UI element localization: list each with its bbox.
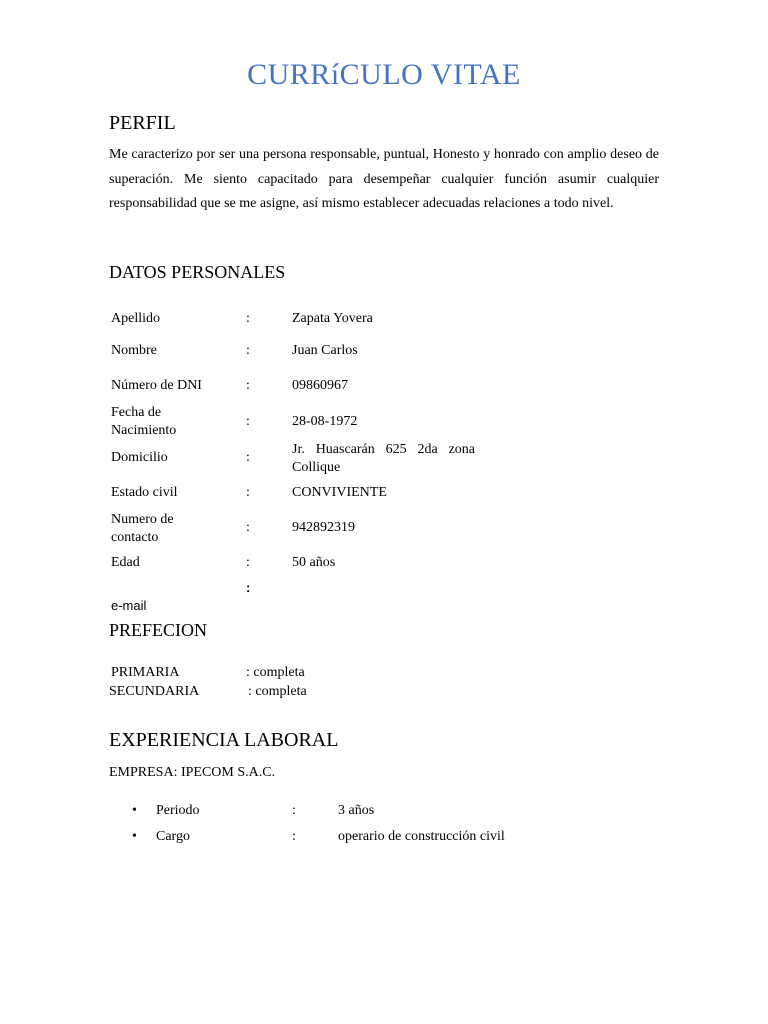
experiencia-empresa: EMPRESA: IPECOM S.A.C. <box>109 765 276 780</box>
prefecion-value-secundaria: : completa <box>248 684 307 699</box>
datos-separator: : <box>246 414 250 429</box>
datos-label-edad: Edad <box>111 555 140 570</box>
datos-separator: : <box>246 580 251 595</box>
datos-value-dni: 09860967 <box>292 378 348 393</box>
prefecion-heading: PREFECION <box>109 620 208 640</box>
datos-label-apellido: Apellido <box>111 311 160 326</box>
datos-value-domicilio: Jr. Huascarán 625 2da zona Collique <box>292 442 475 475</box>
datos-separator: : <box>246 450 250 465</box>
datos-value-nombre: Juan Carlos <box>292 343 358 358</box>
perfil-heading: PERFIL <box>109 112 176 134</box>
datos-label-dni: Número de DNI <box>111 378 202 393</box>
datos-value-estado-civil: CONVIVIENTE <box>292 485 387 500</box>
prefecion-label-primaria: PRIMARIA <box>111 665 180 680</box>
experiencia-value-periodo: 3 años <box>338 803 375 818</box>
datos-separator: : <box>246 378 250 393</box>
prefecion-value-primaria: : completa <box>246 665 305 680</box>
experiencia-heading: EXPERIENCIA LABORAL <box>109 729 339 751</box>
experiencia-value-cargo: operario de construcción civil <box>338 829 505 844</box>
datos-label-estado-civil: Estado civil <box>111 485 178 500</box>
bullet-icon: • <box>132 829 137 844</box>
experiencia-separator: : <box>292 803 296 818</box>
datos-separator: : <box>246 311 250 326</box>
experiencia-label-cargo: Cargo <box>156 829 190 844</box>
datos-value-edad: 50 años <box>292 555 336 570</box>
experiencia-label-periodo: Periodo <box>156 803 200 818</box>
datos-separator: : <box>246 343 250 358</box>
experiencia-separator: : <box>292 829 296 844</box>
bullet-icon: • <box>132 803 137 818</box>
datos-value-apellido: Zapata Yovera <box>292 311 373 326</box>
document-title: CURRíCULO VITAE <box>247 58 521 91</box>
datos-personales-heading: DATOS PERSONALES <box>109 262 286 282</box>
datos-separator: : <box>246 485 250 500</box>
prefecion-label-secundaria: SECUNDARIA <box>109 684 200 699</box>
datos-label-contacto: Numero de contacto <box>111 512 174 545</box>
datos-value-fecha-nacimiento: 28-08-1972 <box>292 414 358 429</box>
datos-label-nombre: Nombre <box>111 343 157 358</box>
datos-value-contacto: 942892319 <box>292 520 355 535</box>
perfil-paragraph: Me caracterizo por ser una persona responsable, puntual, Honesto y honrado con amplio deseo de superación. Me siento capacitado para desempeñar cualquier función asumir cualquier responsabilidad que se me asigne, así mismo establecer adecuadas relaciones a todo nivel. <box>109 147 659 211</box>
datos-label-fecha-nacimiento: Fecha de Nacimiento <box>111 405 177 438</box>
datos-label-domicilio: Domicilio <box>111 450 168 465</box>
datos-separator: : <box>246 520 250 535</box>
datos-separator: : <box>246 555 250 570</box>
datos-label-email: e-mail <box>111 598 147 613</box>
